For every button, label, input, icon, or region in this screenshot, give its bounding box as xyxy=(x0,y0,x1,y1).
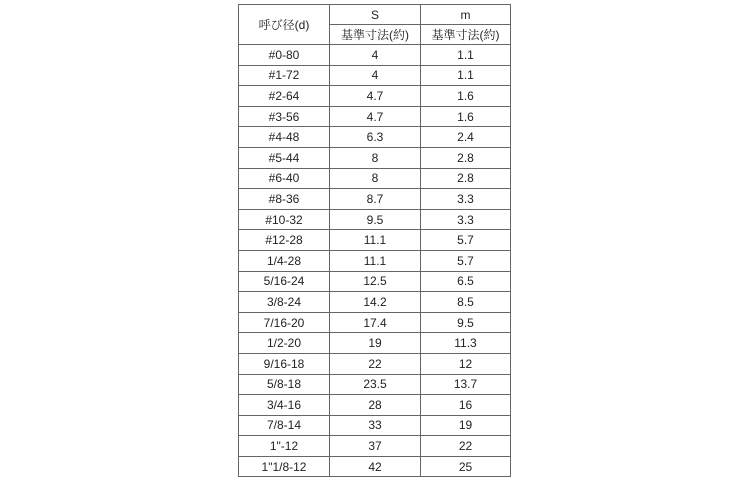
nominal-size-cell: #6-40 xyxy=(239,168,330,189)
s-value-cell: 4 xyxy=(330,45,421,66)
table-row xyxy=(239,209,511,230)
nominal-size-cell: #0-80 xyxy=(239,45,330,66)
table-row xyxy=(239,127,511,148)
nominal-size-cell: #4-48 xyxy=(239,127,330,148)
m-value-cell: 1.1 xyxy=(421,45,511,66)
nominal-diameter-header: 呼び径(d) xyxy=(239,5,330,45)
s-value-cell: 14.2 xyxy=(330,292,421,313)
dimension-table xyxy=(238,4,511,477)
table-row xyxy=(239,374,511,395)
m-value-cell: 2.8 xyxy=(421,147,511,168)
s-value-cell: 8.7 xyxy=(330,189,421,210)
s-value-cell: 6.3 xyxy=(330,127,421,148)
m-value-cell: 5.7 xyxy=(421,250,511,271)
s-value-cell: 11.1 xyxy=(330,230,421,251)
m-value-cell: 1.6 xyxy=(421,86,511,107)
s-value-cell: 4 xyxy=(330,65,421,86)
nominal-size-cell: 3/4-16 xyxy=(239,395,330,416)
m-value-cell: 3.3 xyxy=(421,209,511,230)
m-value-cell: 6.5 xyxy=(421,271,511,292)
table-row xyxy=(239,147,511,168)
nominal-size-cell: #8-36 xyxy=(239,189,330,210)
m-value-cell: 22 xyxy=(421,436,511,457)
m-value-cell: 2.8 xyxy=(421,168,511,189)
nominal-size-cell: #1-72 xyxy=(239,65,330,86)
table-row xyxy=(239,271,511,292)
nominal-size-cell: 5/8-18 xyxy=(239,374,330,395)
m-reference-dimension-header: 基準寸法(約) xyxy=(421,25,511,45)
s-value-cell: 33 xyxy=(330,415,421,436)
table-row xyxy=(239,230,511,251)
s-value-cell: 11.1 xyxy=(330,250,421,271)
table-row xyxy=(239,353,511,374)
table-row xyxy=(239,45,511,66)
table-row xyxy=(239,415,511,436)
s-value-cell: 8 xyxy=(330,147,421,168)
table-header xyxy=(239,5,511,45)
nominal-size-cell: 3/8-24 xyxy=(239,292,330,313)
header-row xyxy=(239,5,511,25)
m-column-header: m xyxy=(421,5,511,25)
m-value-cell: 9.5 xyxy=(421,312,511,333)
nominal-size-cell: 9/16-18 xyxy=(239,353,330,374)
m-value-cell: 11.3 xyxy=(421,333,511,354)
s-value-cell: 37 xyxy=(330,436,421,457)
nominal-size-cell: #3-56 xyxy=(239,106,330,127)
table-body xyxy=(239,45,511,477)
s-value-cell: 8 xyxy=(330,168,421,189)
s-value-cell: 28 xyxy=(330,395,421,416)
nominal-size-cell: 7/8-14 xyxy=(239,415,330,436)
table-row xyxy=(239,106,511,127)
m-value-cell: 2.4 xyxy=(421,127,511,148)
table-row xyxy=(239,456,511,477)
s-value-cell: 4.7 xyxy=(330,106,421,127)
nominal-size-cell: 1/2-20 xyxy=(239,333,330,354)
m-value-cell: 1.1 xyxy=(421,65,511,86)
s-reference-dimension-header: 基準寸法(約) xyxy=(330,25,421,45)
nominal-size-cell: 7/16-20 xyxy=(239,312,330,333)
nominal-size-cell: #5-44 xyxy=(239,147,330,168)
table-row xyxy=(239,86,511,107)
table-row xyxy=(239,312,511,333)
s-value-cell: 4.7 xyxy=(330,86,421,107)
nominal-size-cell: #2-64 xyxy=(239,86,330,107)
nominal-size-cell: 1/4-28 xyxy=(239,250,330,271)
s-value-cell: 12.5 xyxy=(330,271,421,292)
nominal-size-cell: #10-32 xyxy=(239,209,330,230)
nominal-size-cell: 1"-12 xyxy=(239,436,330,457)
table-row xyxy=(239,292,511,313)
m-value-cell: 25 xyxy=(421,456,511,477)
m-value-cell: 19 xyxy=(421,415,511,436)
m-value-cell: 1.6 xyxy=(421,106,511,127)
s-value-cell: 42 xyxy=(330,456,421,477)
table-row xyxy=(239,189,511,210)
s-column-header: S xyxy=(330,5,421,25)
table-row xyxy=(239,250,511,271)
m-value-cell: 12 xyxy=(421,353,511,374)
nominal-size-cell: 5/16-24 xyxy=(239,271,330,292)
m-value-cell: 3.3 xyxy=(421,189,511,210)
table-row xyxy=(239,436,511,457)
table-row xyxy=(239,168,511,189)
m-value-cell: 16 xyxy=(421,395,511,416)
s-value-cell: 9.5 xyxy=(330,209,421,230)
table-row xyxy=(239,333,511,354)
m-value-cell: 5.7 xyxy=(421,230,511,251)
m-value-cell: 8.5 xyxy=(421,292,511,313)
s-value-cell: 19 xyxy=(330,333,421,354)
nominal-size-cell: 1"1/8-12 xyxy=(239,456,330,477)
table-row xyxy=(239,65,511,86)
s-value-cell: 17.4 xyxy=(330,312,421,333)
m-value-cell: 13.7 xyxy=(421,374,511,395)
nominal-size-cell: #12-28 xyxy=(239,230,330,251)
s-value-cell: 23.5 xyxy=(330,374,421,395)
s-value-cell: 22 xyxy=(330,353,421,374)
table-row xyxy=(239,395,511,416)
